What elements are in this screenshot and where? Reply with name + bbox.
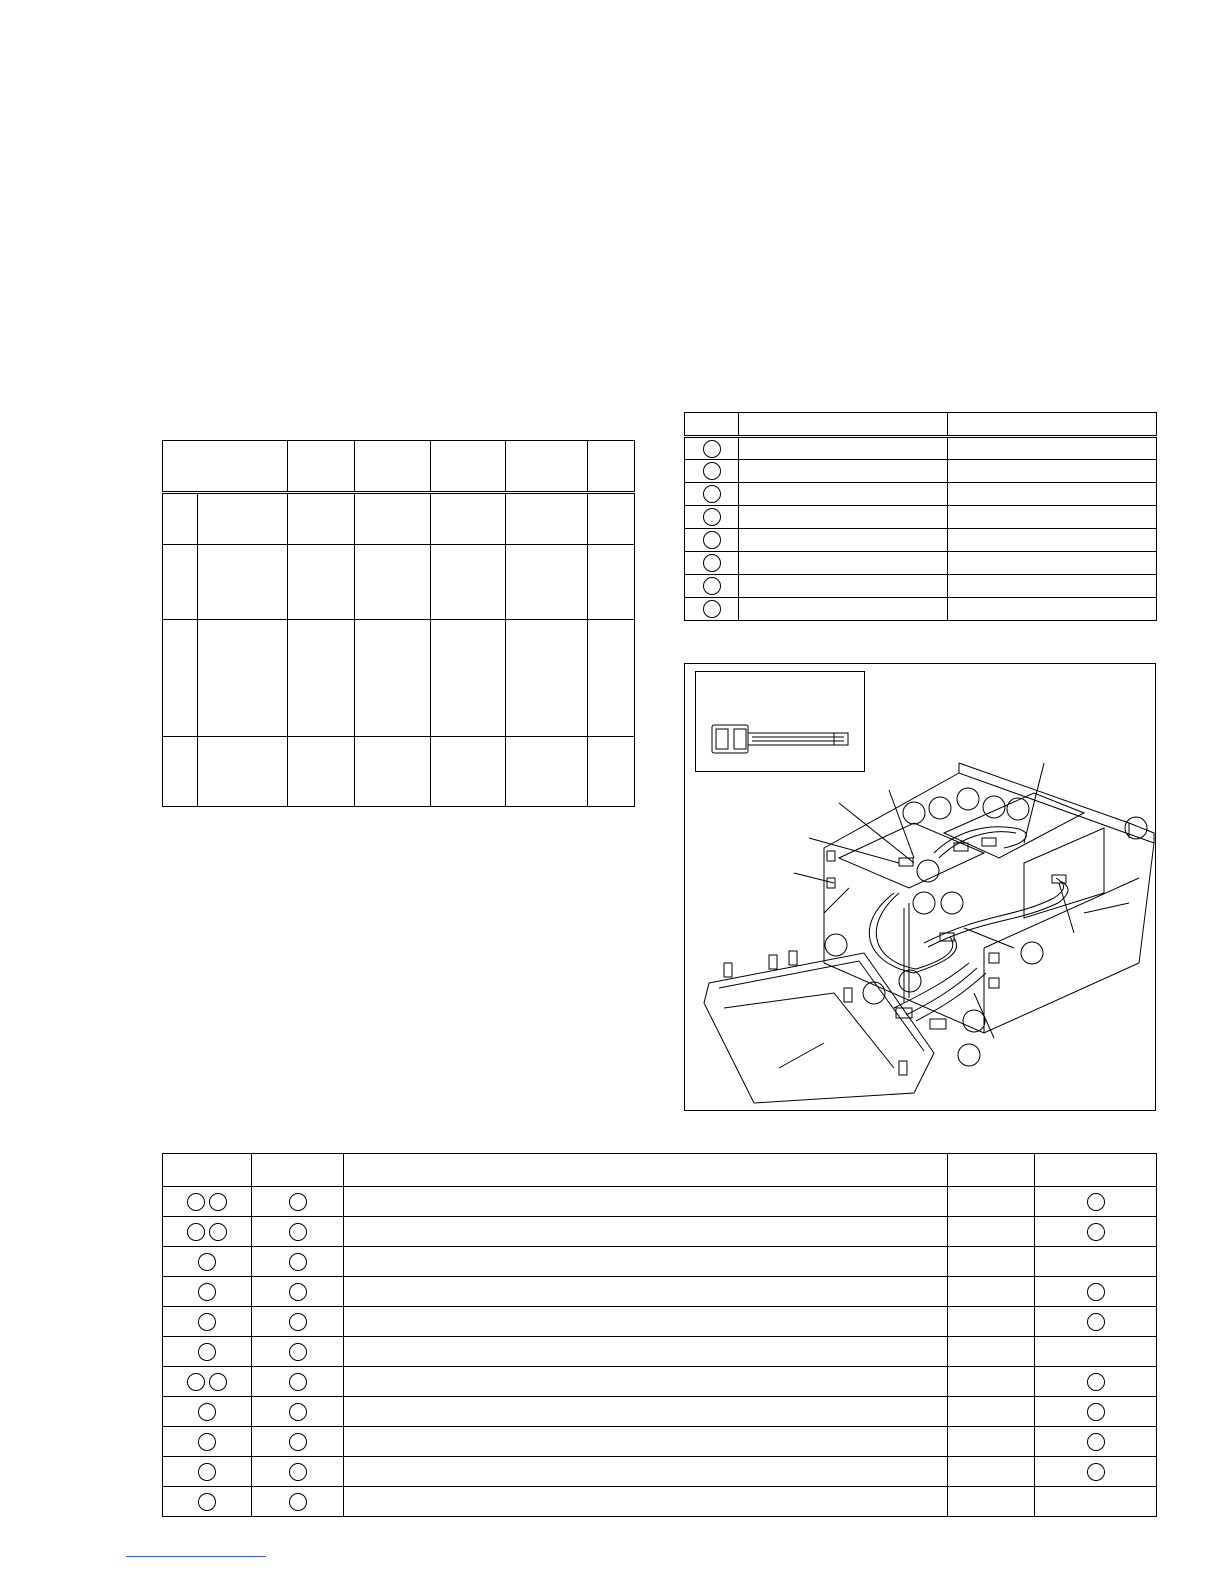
callout-circle-icon — [1087, 1403, 1105, 1421]
callout-circle-icon — [1087, 1433, 1105, 1451]
callout-circle-icon — [1087, 1313, 1105, 1331]
chassis-wiring-illustration-icon — [684, 663, 1156, 1111]
callout-circle-icon — [209, 1373, 227, 1391]
callout-circle-icon — [703, 577, 721, 595]
legend-row — [685, 437, 1157, 460]
callout-circle-icon — [289, 1493, 307, 1511]
callout-circle-icon — [289, 1373, 307, 1391]
connection-row — [163, 1487, 1157, 1517]
callout-circle-icon — [289, 1253, 307, 1271]
connection-row — [163, 1247, 1157, 1277]
connection-row — [163, 1217, 1157, 1247]
callout-circle-icon — [209, 1193, 227, 1211]
connection-row — [163, 1307, 1157, 1337]
callout-circle-icon — [703, 485, 721, 503]
legend-row — [685, 575, 1157, 598]
legend-row — [685, 552, 1157, 575]
callout-circle-icon — [289, 1433, 307, 1451]
callout-circle-icon — [703, 440, 721, 458]
legend-row — [685, 483, 1157, 506]
callout-circle-icon — [289, 1283, 307, 1301]
legend-row — [685, 529, 1157, 552]
callout-circle-icon — [198, 1313, 216, 1331]
callout-circle-icon — [289, 1223, 307, 1241]
callout-circle-icon — [1087, 1373, 1105, 1391]
chassis-body — [824, 763, 1154, 1033]
front-panel — [704, 951, 934, 1103]
spec-table-row — [163, 545, 635, 620]
callout-circle-icon — [209, 1223, 227, 1241]
connection-table-header — [163, 1154, 1157, 1187]
connection-row — [163, 1367, 1157, 1397]
connection-row — [163, 1337, 1157, 1367]
callout-circle-icon — [198, 1463, 216, 1481]
callout-circle-icon — [703, 508, 721, 526]
spec-table-header — [163, 441, 635, 493]
callout-circle-icon — [187, 1373, 205, 1391]
spec-table-row — [163, 737, 635, 807]
callout-circle-icon — [289, 1403, 307, 1421]
leader-lines — [779, 763, 1074, 1068]
callout-circle-icon — [289, 1313, 307, 1331]
callout-circle-icon — [1087, 1193, 1105, 1211]
flat-cable-connector-illustration-icon — [712, 725, 848, 753]
callout-circle-icon — [198, 1433, 216, 1451]
footer-rule — [126, 1556, 266, 1557]
connection-row — [163, 1457, 1157, 1487]
callout-circle-icon — [187, 1223, 205, 1241]
callout-circle-icon — [703, 554, 721, 572]
connection-row — [163, 1187, 1157, 1217]
callout-circle-icon — [703, 531, 721, 549]
callout-circle-icon — [289, 1343, 307, 1361]
callout-circle-icon — [198, 1403, 216, 1421]
connection-row — [163, 1397, 1157, 1427]
callout-circle-icon — [198, 1283, 216, 1301]
connection-row — [163, 1277, 1157, 1307]
spec-table-row — [163, 620, 635, 737]
spec-table — [162, 440, 635, 807]
legend-row — [685, 598, 1157, 621]
callout-circle-icon — [1087, 1223, 1105, 1241]
callout-circle-icon — [1087, 1463, 1105, 1481]
callout-circle-icon — [198, 1343, 216, 1361]
legend-row — [685, 506, 1157, 529]
callout-circle-icon — [289, 1193, 307, 1211]
legend-table-header — [685, 413, 1157, 437]
callout-circle-icon — [1087, 1283, 1105, 1301]
legend-row — [685, 460, 1157, 483]
legend-table — [684, 412, 1157, 621]
callout-circle-icon — [703, 462, 721, 480]
callout-circle-icon — [289, 1463, 307, 1481]
callout-circle-icon — [198, 1253, 216, 1271]
callout-circle-icon — [703, 600, 721, 618]
connection-row — [163, 1427, 1157, 1457]
callout-circles — [825, 788, 1147, 1066]
callout-circle-icon — [187, 1193, 205, 1211]
callout-circle-icon — [198, 1493, 216, 1511]
connection-table — [162, 1153, 1157, 1517]
spec-table-row — [163, 493, 635, 545]
